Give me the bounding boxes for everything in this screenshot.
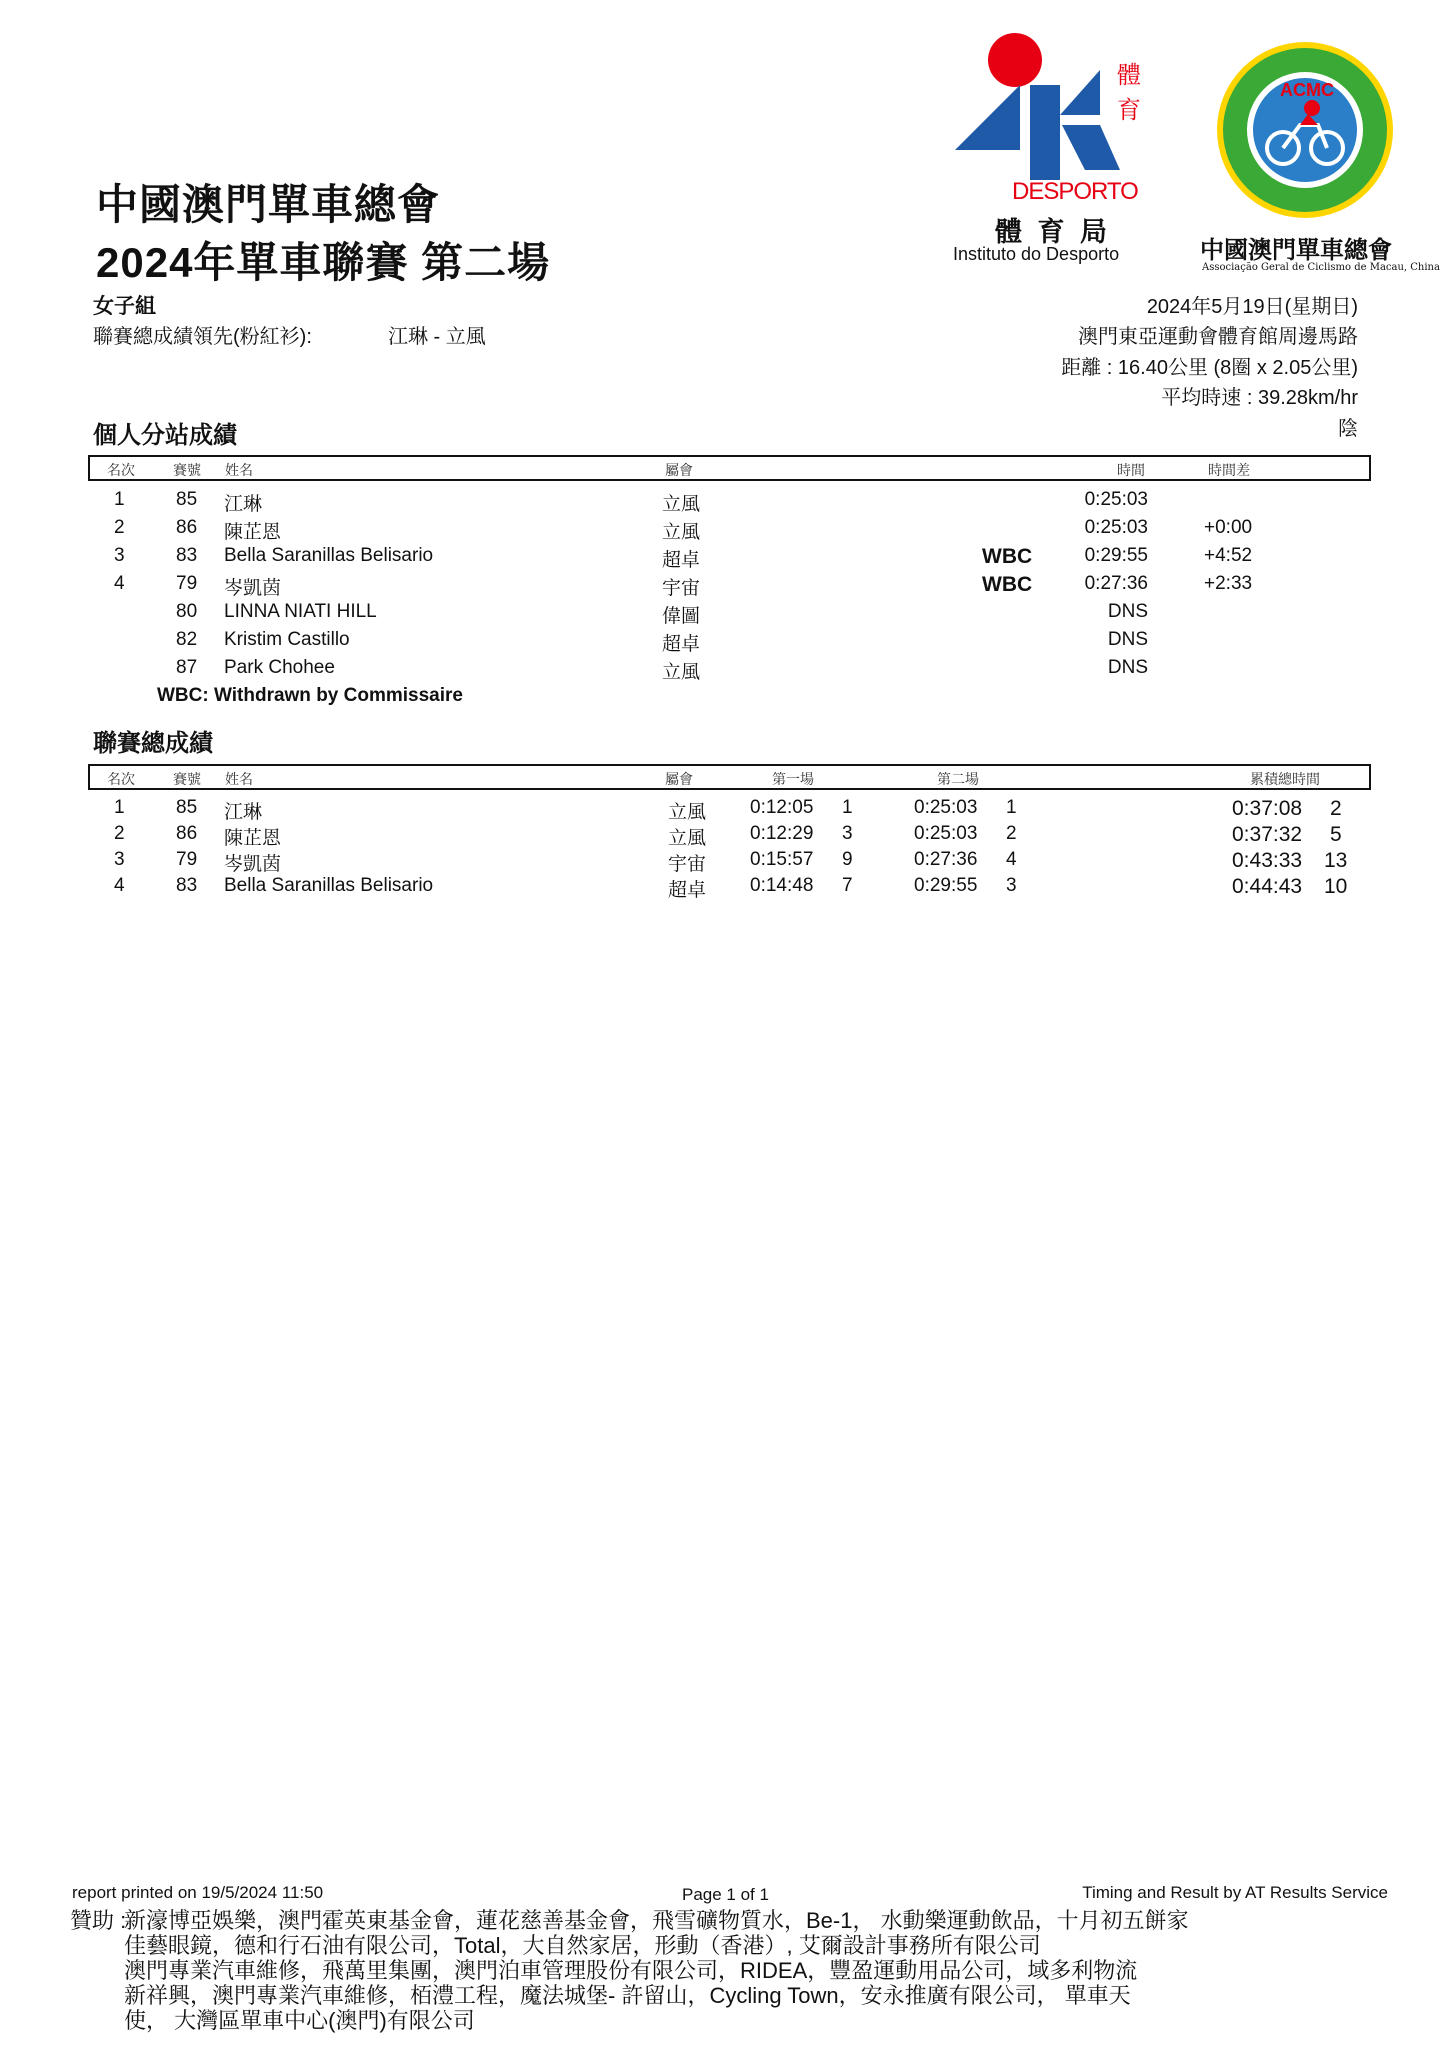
rank: 2 (114, 823, 125, 844)
bib: 86 (176, 823, 198, 844)
rank: 1 (114, 489, 125, 510)
rank: 4 (114, 573, 125, 594)
acmc-name-pt: Associação Geral de Ciclismo de Macau, China (1202, 262, 1440, 273)
bib: 85 (176, 489, 198, 510)
time-gap: +4:52 (1204, 545, 1253, 566)
desporto-name-pt: Instituto do Desporto (953, 244, 1120, 264)
header-club: 屬會 (665, 772, 693, 788)
race2-position: 2 (1006, 823, 1017, 844)
header-bib: 賽號 (173, 463, 201, 479)
header-bib: 賽號 (173, 772, 201, 788)
race1-position: 3 (842, 823, 853, 844)
rider-name: 岑凱茵 (224, 578, 282, 599)
timing-credit: Timing and Result by AT Results Service (1082, 1883, 1388, 1902)
time-gap: +0:00 (1204, 517, 1253, 538)
table-row (0, 849, 1448, 877)
header-name: 姓名 (225, 463, 253, 479)
race1-position: 1 (842, 797, 853, 818)
acmc-name-zh: 中國澳門單車總會 (1200, 235, 1392, 264)
average-speed: 平均時速 : 39.28km/hr (1161, 387, 1358, 409)
rider-name: Kristim Castillo (224, 629, 350, 650)
overall-section-title: 聯賽總成績 (93, 730, 213, 757)
finish-time: DNS (1107, 601, 1148, 622)
finish-time: DNS (1107, 657, 1148, 678)
race2-time: 0:29:55 (914, 875, 978, 896)
table-row (0, 797, 1448, 825)
header-race1: 第一場 (772, 772, 814, 788)
bib: 79 (176, 573, 198, 594)
club: 立風 (662, 522, 701, 543)
total-points: 2 (1330, 797, 1342, 820)
sponsor-line: 新濠博亞娛樂，澳門霍英東基金會，蓮花慈善基金會，飛雪礦物質水，Be-1， 水動樂運動飲品，十月初五餅家 (124, 1908, 1189, 1933)
header-rank: 名次 (107, 772, 135, 788)
club: 宇宙 (662, 578, 701, 599)
bib: 82 (176, 629, 198, 650)
table-row (0, 657, 1448, 685)
sponsor-line: 澳門專業汽車維修，飛萬里集團，澳門泊車管理股份有限公司，RIDEA，豐盈運動用品公司，域多利物流 (124, 1958, 1138, 1983)
rider-name: Bella Saranillas Belisario (224, 545, 434, 566)
header-time: 時間 (1117, 463, 1145, 479)
club: 立風 (662, 662, 701, 683)
club: 超卓 (662, 634, 701, 655)
desporto-side-char-1: 體 (1117, 62, 1141, 89)
header-gap: 時間差 (1208, 463, 1250, 479)
bib: 85 (176, 797, 198, 818)
rider-name: 江琳 (224, 494, 263, 515)
status-flag: WBC (982, 573, 1033, 596)
total-points: 10 (1324, 875, 1348, 898)
rider-name: Park Chohee (224, 657, 335, 678)
race2-time: 0:25:03 (914, 823, 978, 844)
race2-time: 0:25:03 (914, 797, 978, 818)
race2-time: 0:27:36 (914, 849, 978, 870)
rank: 1 (114, 797, 125, 818)
sponsor-line: 使， 大灣區單車中心(澳門)有限公司 (124, 2008, 475, 2033)
finish-time: 0:29:55 (1084, 545, 1148, 566)
total-time: 0:44:43 (1232, 875, 1303, 898)
stage-table-header (88, 455, 1371, 481)
table-row (0, 573, 1448, 601)
header-total: 累積總時間 (1250, 772, 1320, 788)
sponsor-line: 佳藝眼鏡，德和行石油有限公司，Total，大自然家居，形動（香港）, 艾爾設計事務所有限公司 (124, 1933, 1041, 1958)
race2-position: 1 (1006, 797, 1017, 818)
race1-position: 9 (842, 849, 853, 870)
desporto-word: DESPORTO (1012, 178, 1138, 205)
race-venue: 澳門東亞運動會體育館周邊馬路 (1078, 326, 1358, 348)
stage-section-title: 個人分站成績 (93, 422, 237, 449)
header-club: 屬會 (665, 463, 693, 479)
sponsor-label: 贊助 : (70, 1908, 127, 1933)
race-date: 2024年5月19日(星期日) (1146, 296, 1358, 318)
race1-time: 0:12:29 (750, 823, 814, 844)
page-title-org: 中國澳門單車總會 (96, 181, 441, 228)
category-label: 女子組 (93, 295, 156, 318)
race1-time: 0:12:05 (750, 797, 814, 818)
total-time: 0:43:33 (1232, 849, 1303, 872)
club: 宇宙 (668, 854, 707, 875)
acmc-abbr: ACMC (1280, 80, 1334, 100)
leader-value: 江琳 - 立風 (388, 326, 486, 348)
header-race2: 第二場 (937, 772, 979, 788)
acmc-emblem (1200, 30, 1410, 220)
sponsor-list (124, 1908, 1189, 2033)
table-row (0, 823, 1448, 851)
rank: 3 (114, 545, 125, 566)
weather: 陰 (1338, 418, 1358, 440)
desporto-side-char-2: 育 (1117, 97, 1141, 124)
total-time: 0:37:32 (1232, 823, 1303, 846)
club: 立風 (668, 828, 707, 849)
bib: 86 (176, 517, 198, 538)
leader-label: 聯賽總成績領先(粉紅衫): (93, 326, 312, 348)
rider-name: 陳芷恩 (224, 828, 282, 849)
rank: 2 (114, 517, 125, 538)
acmc-logo (1200, 30, 1440, 275)
club: 偉圖 (662, 606, 701, 627)
table-row (0, 517, 1448, 545)
table-row (0, 601, 1448, 629)
page-number: Page 1 of 1 (682, 1885, 769, 1904)
report-printed: report printed on 19/5/2024 11:50 (72, 1883, 324, 1902)
total-time: 0:37:08 (1232, 797, 1303, 820)
club: 立風 (662, 494, 701, 515)
club: 超卓 (668, 880, 707, 901)
race1-time: 0:15:57 (750, 849, 814, 870)
rank: 4 (114, 875, 125, 896)
desporto-name-zh: 體 育 局 (995, 217, 1112, 247)
bib: 83 (176, 545, 198, 566)
status-flag: WBC (982, 545, 1033, 568)
finish-time: 0:25:03 (1084, 517, 1148, 538)
bib: 80 (176, 601, 198, 622)
rider-name: Bella Saranillas Belisario (224, 875, 434, 896)
rider-name: 陳芷恩 (224, 522, 282, 543)
club: 立風 (668, 802, 707, 823)
desporto-logo (950, 30, 1150, 270)
race-distance: 距離 : 16.40公里 (8圈 x 2.05公里) (1061, 357, 1358, 379)
page-title-event: 2024年單車聯賽 第二場 (96, 239, 551, 286)
table-row (0, 629, 1448, 657)
sponsor-line: 新祥興，澳門專業汽車維修，栢澧工程，魔法城堡- 許留山，Cycling Town，安永推廣有限公司， 單車天 (124, 1983, 1131, 2008)
wbc-note: WBC: Withdrawn by Commissaire (157, 685, 463, 706)
rider-name: 江琳 (224, 802, 263, 823)
overall-table-header (88, 764, 1371, 790)
race2-position: 3 (1006, 875, 1017, 896)
total-points: 13 (1324, 849, 1348, 872)
finish-time: 0:25:03 (1084, 489, 1148, 510)
race1-time: 0:14:48 (750, 875, 814, 896)
race1-position: 7 (842, 875, 853, 896)
race2-position: 4 (1006, 849, 1017, 870)
rank: 3 (114, 849, 125, 870)
finish-time: 0:27:36 (1084, 573, 1148, 594)
time-gap: +2:33 (1204, 573, 1253, 594)
finish-time: DNS (1107, 629, 1148, 650)
header-name: 姓名 (225, 772, 253, 788)
total-points: 5 (1330, 823, 1342, 846)
table-row (0, 875, 1448, 903)
club: 超卓 (662, 550, 701, 571)
bib: 79 (176, 849, 198, 870)
rider-name: 岑凱茵 (224, 854, 282, 875)
bib: 87 (176, 657, 198, 678)
table-row (0, 489, 1448, 517)
header-rank: 名次 (107, 463, 135, 479)
table-row (0, 545, 1448, 573)
rider-name: LINNA NIATI HILL (224, 601, 377, 622)
bib: 83 (176, 875, 198, 896)
